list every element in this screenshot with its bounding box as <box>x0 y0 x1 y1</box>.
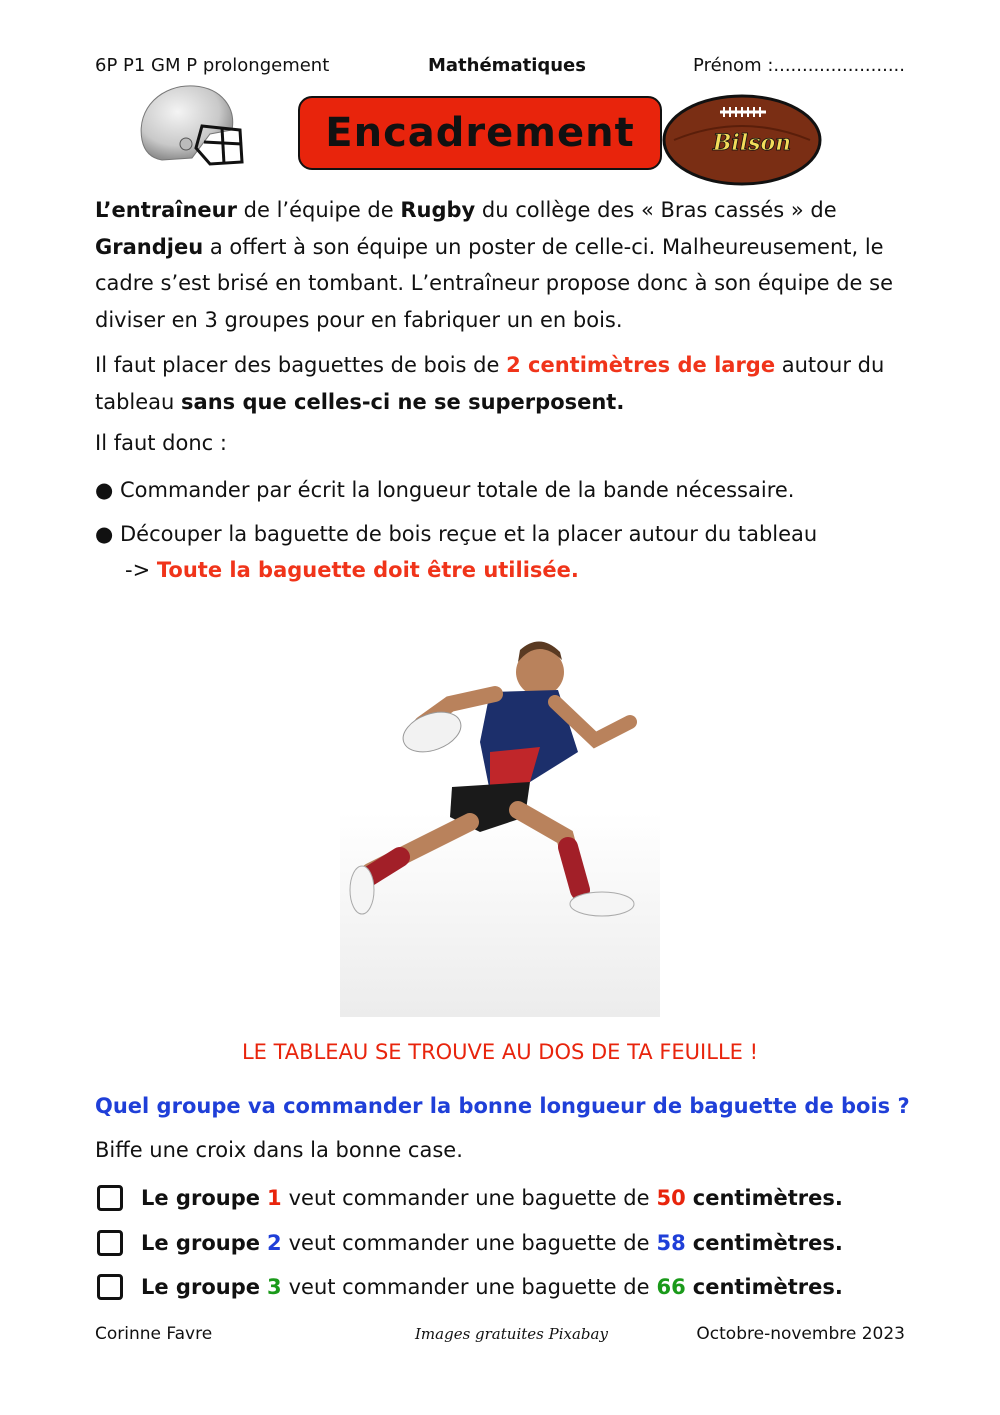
subject-label: Mathématiques <box>428 55 586 76</box>
option-label: Le groupe <box>141 1275 260 1299</box>
page-footer <box>95 1324 905 1348</box>
length-unit: centimètres. <box>692 1231 843 1255</box>
arrow-icon: -> <box>125 558 151 582</box>
football-helmet-icon <box>132 78 250 170</box>
group-number: 1 <box>266 1186 282 1210</box>
text-segment: L’entraîneur <box>95 198 237 222</box>
checkbox-group-2[interactable] <box>97 1230 123 1256</box>
arrow-note-text: Toute la baguette doit être utilisée. <box>156 558 579 582</box>
rugby-ball-icon <box>662 92 822 188</box>
instruction-text: Biffe une croix dans la bonne case. <box>95 1138 463 1162</box>
question-text: Quel groupe va commander la bonne longueur de baguette de bois ? <box>95 1094 910 1118</box>
length-value: 58 <box>656 1231 686 1255</box>
bullet-item-order <box>95 472 905 509</box>
option-label: Le groupe <box>141 1186 260 1210</box>
intro-paragraph-3: Il faut donc : <box>95 431 227 455</box>
image-credit: Images gratuites Pixabay <box>415 1325 608 1343</box>
bullet-icon: ● <box>95 478 120 502</box>
text-segment: a offert à son équipe un poster de celle-ci. Malheureusement, le cadre s’est brisé en tombant. L’entraîneur propose donc à son équipe de se diviser en 3 groupes pour en fabriquer un en bois. <box>95 234 893 332</box>
bullet-icon: ● <box>95 522 120 546</box>
arrow-note <box>125 552 579 588</box>
text-segment: 2 centimètres de large <box>506 353 776 377</box>
ball-logo-text: Bilson <box>712 130 792 156</box>
bullet-text: Commander par écrit la longueur totale de la bande nécessaire. <box>120 478 795 502</box>
back-of-sheet-notice: LE TABLEAU SE TROUVE AU DOS DE TA FEUILLE ! <box>241 1040 759 1064</box>
length-unit: centimètres. <box>692 1275 843 1299</box>
text-segment: Grandjeu <box>95 234 204 259</box>
author-name: Corinne Favre <box>95 1324 213 1344</box>
date-label: Octobre-novembre 2023 <box>696 1324 905 1344</box>
checkbox-group-3[interactable] <box>97 1274 123 1300</box>
option-group-3 <box>97 1270 843 1304</box>
option-label: Le groupe <box>141 1231 260 1255</box>
text-segment: Il faut placer des baguettes de bois de <box>95 353 507 377</box>
checkbox-group-1[interactable] <box>97 1185 123 1211</box>
text-segment: de l’équipe de <box>237 198 401 222</box>
text-segment: autour du tableau <box>95 353 885 414</box>
length-unit: centimètres. <box>692 1186 843 1210</box>
course-code: 6P P1 GM P prolongement <box>95 55 330 76</box>
length-value: 66 <box>656 1275 686 1299</box>
option-group-2 <box>97 1226 843 1260</box>
rugby-player-image <box>340 632 660 1017</box>
option-group-1 <box>97 1181 843 1215</box>
option-middle-text: veut commander une baguette de <box>288 1186 650 1210</box>
text-segment: Rugby <box>400 198 476 222</box>
length-value: 50 <box>656 1186 686 1210</box>
group-number: 3 <box>266 1275 282 1299</box>
group-number: 2 <box>266 1231 282 1255</box>
first-name-field[interactable]: Prénom :....................... <box>693 55 905 76</box>
text-segment: du collège des « Bras cassés » de <box>475 198 837 222</box>
text-segment: sans que celles-ci ne se superposent. <box>181 389 625 414</box>
intro-paragraph-1 <box>95 192 905 338</box>
bullet-text: Découper la baguette de bois reçue et la placer autour du tableau <box>120 522 818 546</box>
bullet-item-cut <box>95 516 905 553</box>
intro-paragraph-2 <box>95 347 905 420</box>
option-middle-text: veut commander une baguette de <box>288 1275 650 1299</box>
option-middle-text: veut commander une baguette de <box>288 1231 650 1255</box>
page-title: Encadrement <box>325 110 635 156</box>
title-box <box>298 96 662 170</box>
